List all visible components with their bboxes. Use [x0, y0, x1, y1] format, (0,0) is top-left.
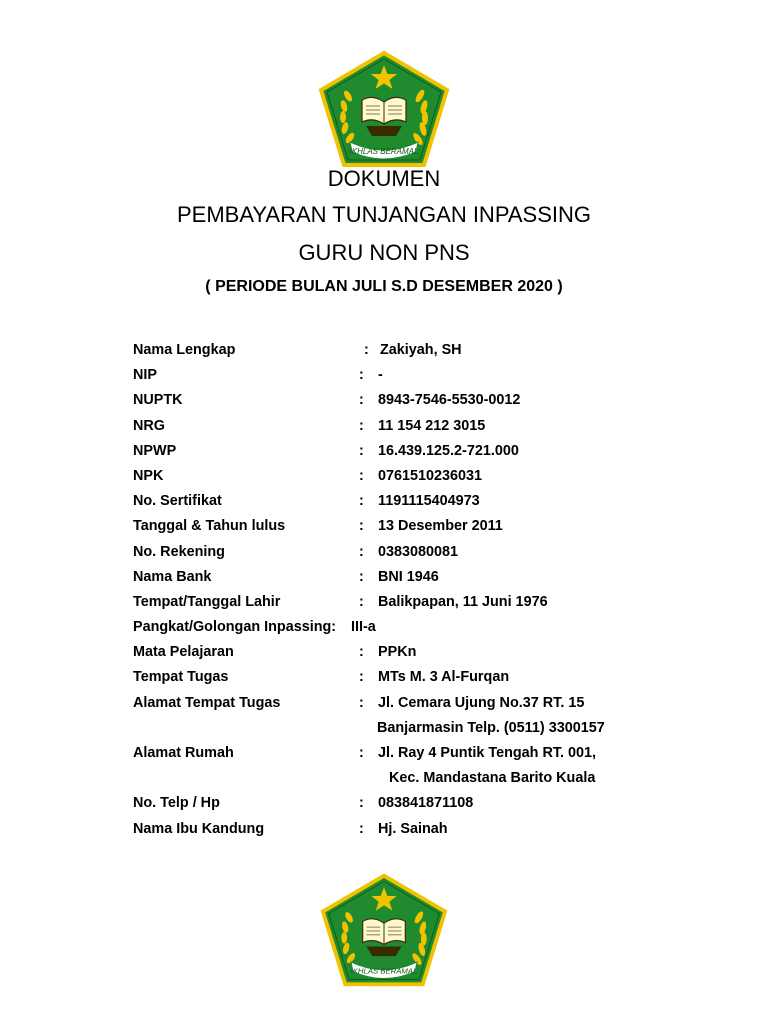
field-label: No. Telp / Hp — [133, 795, 220, 812]
document-subtitle: PEMBAYARAN TUNJANGAN INPASSING — [176, 202, 591, 227]
field-label: NPK — [133, 467, 164, 484]
field-row-npwp — [133, 441, 693, 466]
field-separator: : — [359, 392, 364, 409]
field-label: Tempat Tugas — [133, 669, 229, 686]
field-row-nrg — [133, 416, 693, 441]
field-label: Tempat/Tanggal Lahir — [133, 593, 281, 610]
field-value: Jl. Cemara Ujung No.37 RT. 15 — [378, 694, 585, 711]
field-value: 0383080081 — [378, 543, 459, 560]
field-label: No. Sertifikat — [133, 493, 222, 510]
field-separator: : — [359, 543, 364, 560]
field-value: - — [378, 367, 383, 384]
field-row-alamat-tempat-tugas-cont — [133, 718, 693, 743]
field-label: Nama Lengkap — [133, 342, 236, 358]
field-row-no-rekening — [133, 542, 693, 567]
field-row-nama-bank — [133, 567, 693, 592]
field-row-pangkat-golongan — [133, 617, 693, 642]
field-row-nama-ibu-kandung — [133, 819, 693, 844]
field-value: 13 Desember 2011 — [378, 518, 503, 535]
field-value: BNI 1946 — [378, 568, 439, 585]
field-value: 083841871108 — [378, 795, 474, 812]
field-separator: : — [359, 568, 364, 585]
field-row-nama-lengkap — [133, 340, 693, 365]
field-row-mata-pelajaran — [133, 642, 693, 667]
field-row-tempat-tanggal-lahir — [133, 592, 693, 617]
field-row-alamat-rumah — [133, 743, 693, 768]
field-label: Pangkat/Golongan Inpassing: — [133, 619, 337, 636]
field-label: NUPTK — [133, 392, 183, 409]
field-row-no-sertifikat — [133, 491, 693, 516]
field-label: NPWP — [133, 442, 177, 459]
field-label: Alamat Tempat Tugas — [133, 694, 281, 711]
field-value: III-a — [351, 619, 376, 636]
field-label: Mata Pelajaran — [133, 644, 234, 661]
personal-data-list — [133, 340, 693, 844]
field-separator: : — [359, 593, 364, 610]
field-separator: : — [359, 417, 364, 434]
field-row-no-telp — [133, 793, 693, 818]
field-separator: : — [364, 342, 369, 358]
field-label: Tanggal & Tahun lulus — [133, 518, 286, 535]
field-label: Nama Ibu Kandung — [133, 820, 265, 837]
field-separator: : — [359, 467, 364, 484]
field-row-tanggal-lulus — [133, 516, 693, 541]
field-separator: : — [359, 669, 364, 686]
field-value: Balikpapan, 11 Juni 1976 — [378, 593, 548, 610]
field-row-tempat-tugas — [133, 667, 693, 692]
field-label: NIP — [133, 367, 157, 384]
field-separator: : — [359, 745, 364, 761]
field-separator: : — [359, 367, 364, 384]
field-value: Zakiyah, SH — [380, 342, 462, 358]
field-row-nuptk — [133, 390, 693, 415]
field-separator: : — [359, 694, 364, 711]
field-label: NRG — [133, 417, 165, 434]
field-value: 11 154 212 3015 — [378, 417, 486, 434]
field-row-alamat-rumah-cont — [133, 768, 693, 793]
document-title: DOKUMEN — [327, 166, 441, 191]
field-value: PPKn — [378, 644, 417, 661]
field-value: 16.439.125.2-721.000 — [378, 442, 519, 459]
kemenag-emblem-logo — [318, 50, 450, 168]
field-value: 8943-7546-5530-0012 — [378, 392, 521, 409]
emblem-caption-bottom: IKHLAS BERAMAL — [350, 966, 418, 976]
field-row-npk — [133, 466, 693, 491]
emblem-caption: IKHLAS BERAMAL — [349, 147, 419, 156]
field-separator: : — [359, 442, 364, 459]
field-label: Nama Bank — [133, 568, 212, 585]
field-separator: : — [359, 493, 364, 510]
field-value: 0761510236031 — [378, 467, 483, 484]
field-value: Jl. Ray 4 Puntik Tengah RT. 001, — [378, 745, 597, 761]
field-row-nip — [133, 365, 693, 390]
field-row-alamat-tempat-tugas — [133, 693, 693, 718]
document-subtitle-2: GURU NON PNS — [298, 240, 470, 265]
field-label: No. Rekening — [133, 543, 225, 560]
field-value: Banjarmasin Telp. (0511) 3300157 — [377, 719, 605, 736]
field-separator: : — [359, 795, 364, 812]
field-value: Kec. Mandastana Barito Kuala — [389, 770, 596, 787]
field-value: 1191115404973 — [378, 493, 480, 510]
kemenag-emblem-logo-bottom — [320, 872, 448, 988]
field-value: Hj. Sainah — [378, 820, 448, 837]
field-separator: : — [359, 820, 364, 837]
field-separator: : — [359, 644, 364, 661]
document-period: ( PERIODE BULAN JULI S.D DESEMBER 2020 ) — [205, 278, 563, 295]
field-label: Alamat Rumah — [133, 745, 234, 761]
field-value: MTs M. 3 Al-Furqan — [378, 669, 510, 686]
field-separator: : — [359, 518, 364, 535]
